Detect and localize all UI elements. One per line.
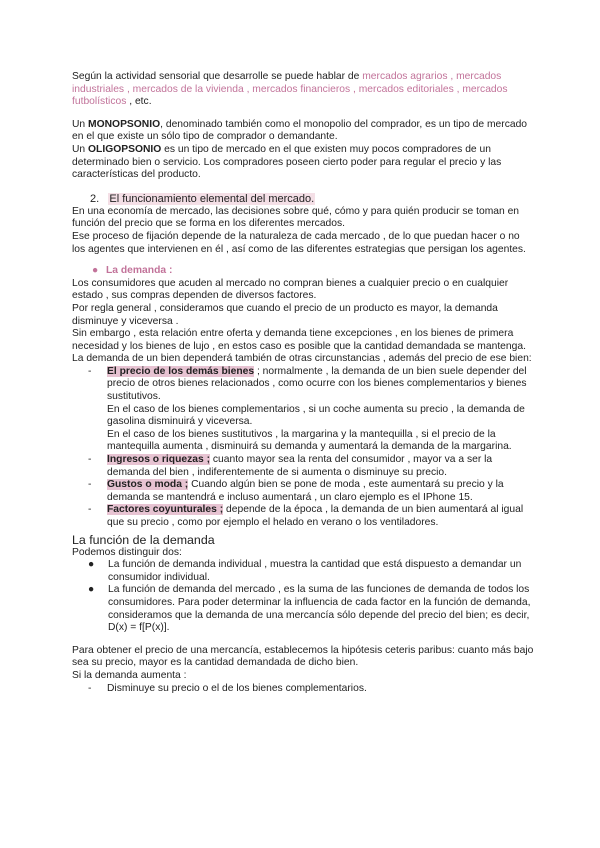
oligopsonio-text: es un tipo de mercado en el que existen muy pocos compradores de un determinado bien o servicio. Los compradores poseen cierto poder para regular el precio y las características del producto. [72,143,502,181]
dash-marker: - [88,682,92,694]
section-number: 2. [90,192,100,205]
section-2-paragraph-2: Ese proceso de fijación depende de la naturaleza de cada mercado , de lo que puedan hacer o no los agentes que intervienen en él , así como de las diferentes estrategias que persigan los agentes. [72,230,526,255]
section-title: El funcionamiento elemental del mercado. [109,192,315,205]
conclusion-item [72,683,534,696]
demanda-heading-label: La demanda : [106,265,173,277]
demanda-heading [92,265,534,278]
factor-text: depende de la época , la demanda de un bien aumentará al igual que su precio , como por ejemplo el helado en verano o los ventiladores. [107,504,524,528]
intro-paragraph [72,71,534,109]
factor-item [72,454,534,479]
funcion-intro: Podemos distinguir dos: [72,546,182,558]
demanda-paragraph-4: La demanda de un bien dependerá también de otras circunstancias , además del precio de ese bien: [72,353,532,365]
bullet-icon: ● [92,265,99,277]
factor-item [72,479,534,504]
factor-text: ; normalmente , la demanda de un bien suele depender del precio de otros bienes relacionados , como ocurre con los bienes complementarios y bienes sustitutivos. [107,365,527,403]
dash-marker: - [88,504,92,516]
factor-label: Ingresos o riquezas ; [107,454,210,466]
oligopsonio-term: OLIGOPSONIO [88,143,162,155]
factor-text: Cuando algún bien se pone de moda , este aumentará su precio y la demanda se mantendrá e incluso aumentará , un claro ejemplo es el IPhone 15. [107,479,504,503]
ceteris-paribus-paragraph: Para obtener el precio de una mercancía, establecemos la hipótesis ceteris paribus: cuanto más bajo sea su precio, mayor es la cantidad demandada de dicho bien. [72,644,534,669]
section-2-heading [90,193,534,206]
factor-label: Gustos o moda ; [107,479,189,491]
monopsonio-paragraph [72,119,534,144]
funcion-item [72,584,534,634]
factor-item [72,366,534,454]
intro-lead: Según la actividad sensorial que desarrolle se puede hablar de [72,71,363,82]
oligopsonio-paragraph [72,144,534,182]
funcion-item-text: La función de demanda del mercado , es la suma de las funciones de demanda de todos los consumidores. Para poder determinar la influencia de cada factor en la función de demanda, consideramos que la demanda de una mercancía sólo depende del precio del bien; es decir, D(x) = f[P(x)]. [108,584,531,634]
dash-marker: - [88,479,92,491]
dash-marker: - [88,454,92,466]
funcion-heading: La función de la demanda [72,532,215,547]
document-page [72,71,534,695]
monopsonio-term: MONOPSONIO [88,118,161,130]
demanda-paragraph-2: Por regla general , consideramos que cuando el precio de un producto es mayor, la demanda disminuye y viceversa . [72,302,498,327]
funcion-item-text: La función de demanda individual , muestra la cantidad que está dispuesto a demandar un consumidor individual. [108,559,522,583]
factor-sustitutivos: En el caso de los bienes sustitutivos , la margarina y la mantequilla , si el precio de la mantequilla aumenta , disminuirá su demanda y aumentará la demanda de la margarina. [107,428,512,453]
bullet-icon: ● [88,584,95,596]
demanda-paragraph-3: Sin embargo , esta relación entre oferta y demanda tiene excepciones , en los bienes de primera necesidad y los bienes de lujo , en estos caso es posible que la cantidad demandada se mantenga. [72,328,526,352]
monopsonio-text: , denominado también como el monopolio del comprador, es un tipo de mercado en el que existe un sólo tipo de comprador o demandante. [72,118,528,143]
factor-complementarios: En el caso de los bienes complementarios , si un coche aumenta su precio , la demanda de gasolina disminuirá y viceversa. [107,403,525,428]
factor-label: El precio de los demás bienes [107,365,255,377]
intro-tail: , etc. [126,96,152,108]
oligopsonio-pre: Un [72,143,89,155]
factor-label: Factores coyunturales ; [107,504,224,516]
dash-marker: - [88,365,92,377]
bullet-icon: ● [88,559,95,571]
conclusion-text: Disminuye su precio o el de los bienes complementarios. [107,682,367,694]
section-2-paragraph-1: En una economía de mercado, las decisiones sobre qué, cómo y para quién producir se toman en función del precio que se forma en los diferentes mercados. [72,205,520,230]
monopsonio-pre: Un [72,118,89,130]
demanda-paragraph-1: Los consumidores que acuden al mercado no compran bienes a cualquier precio o en cualquier estado , sus compras dependen de diversos factores. [72,277,509,302]
market-types: mercados agrarios , mercados industriales , mercados de la vivienda , mercados financieros , mercados editoriales , mercados futbolísticos [72,71,508,108]
demanda-aumenta-line: Si la demanda aumenta : [72,669,187,681]
funcion-item [72,559,534,584]
factor-item [72,504,534,529]
factor-text: cuanto mayor sea la renta del consumidor , mayor va a ser la demanda del bien , indiferentemente de si aumenta o disminuye su precio. [107,454,493,478]
